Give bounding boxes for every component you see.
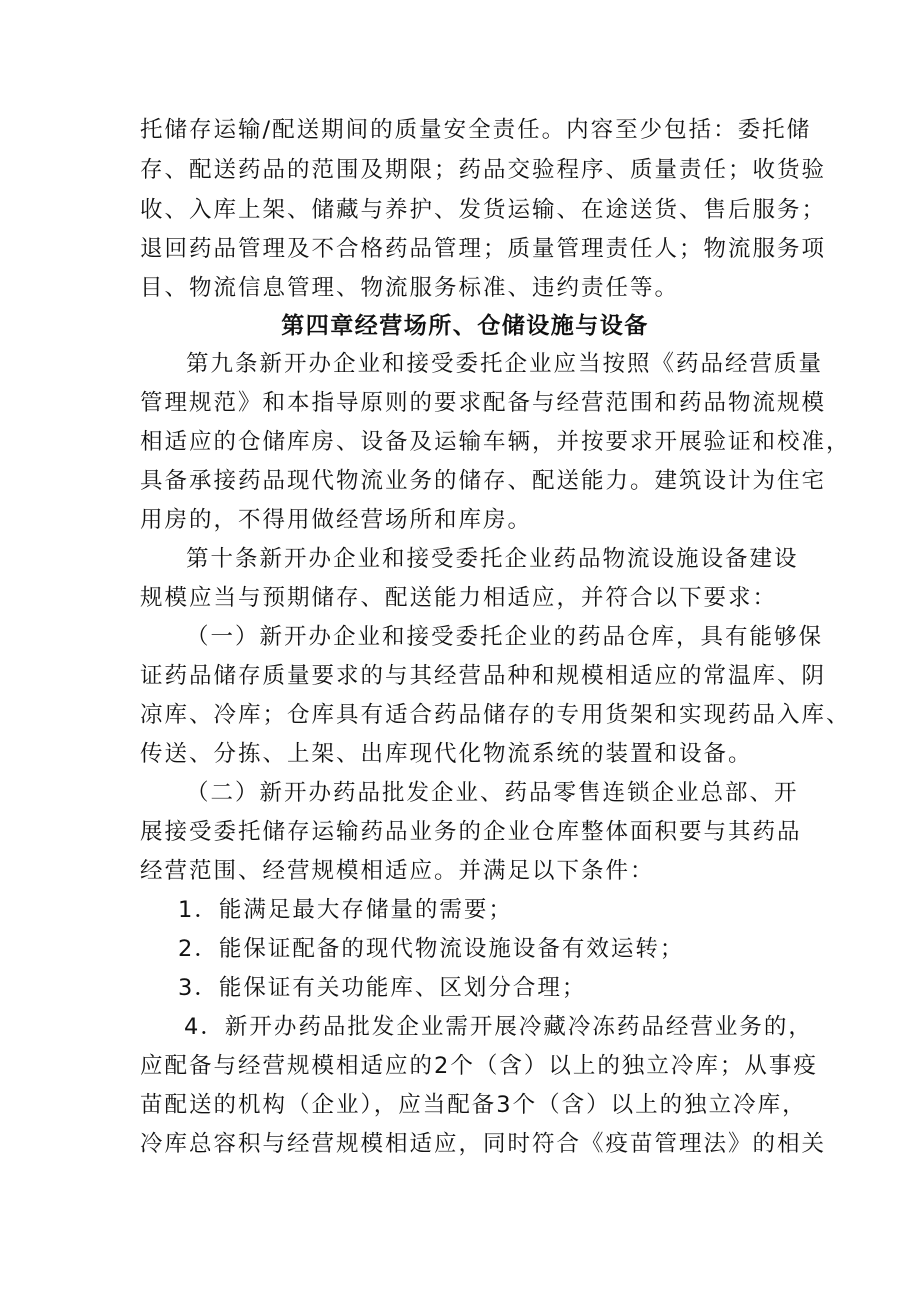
item-1-line: （一）新开办企业和接受委托企业的药品仓库，具有能够保 <box>186 624 824 650</box>
item-1-line: 传送、分拣、上架、出库现代化物流系统的装置和设备。 <box>140 741 753 767</box>
condition-4-line: 应配备与经营规模相适应的2个（含）以上的独立冷库；从事疫 <box>140 1053 818 1079</box>
condition-item: 3．能保证有关功能库、区划分合理； <box>178 975 587 1001</box>
body-text-line: 存、配送药品的范围及期限；药品交验程序、质量责任；收货验 <box>140 157 827 183</box>
article-9-line: 具备承接药品现代物流业务的储存、配送能力。建筑设计为住宅 <box>140 468 827 494</box>
chapter-heading: 第四章经营场所、仓储设施与设备 <box>281 313 649 339</box>
condition-4-line: 4．新开办药品批发企业需开展冷藏冷冻药品经营业务的， <box>184 1014 813 1040</box>
condition-4-line: 苗配送的机构（企业），应当配备3个（含）以上的独立冷库， <box>140 1092 807 1118</box>
article-9-line: 第九条新开办企业和接受委托企业应当按照《药品经营质量 <box>186 351 824 377</box>
item-2-line: 经营范围、经营规模相适应。并满足以下条件： <box>140 858 655 884</box>
item-1-line: 凉库、冷库；仓库具有适合药品储存的专用货架和实现药品入库、 <box>140 702 851 728</box>
article-9-line: 用房的，不得用做经营场所和库房。 <box>140 507 533 533</box>
article-10-line: 第十条新开办企业和接受委托企业药品物流设施设备建设 <box>186 546 799 572</box>
article-10-line: 规模应当与预期储存、配送能力相适应，并符合以下要求： <box>140 585 778 611</box>
body-text-line: 收、入库上架、储藏与养护、发货运输、在途送货、售后服务； <box>140 197 827 223</box>
body-text-line: 退回药品管理及不合格药品管理；质量管理责任人；物流服务项 <box>140 236 827 262</box>
item-1-line: 证药品储存质量要求的与其经营品种和规模相适应的常温库、阴 <box>140 663 827 689</box>
body-text-line: 目、物流信息管理、物流服务标准、违约责任等。 <box>140 275 680 301</box>
article-9-line: 管理规范》和本指导原则的要求配备与经营范围和药品物流规模 <box>140 390 827 416</box>
item-2-line: 展接受委托储存运输药品业务的企业仓库整体面积要与其药品 <box>140 819 802 845</box>
condition-4-line: 冷库总容积与经营规模相适应，同时符合《疫苗管理法》的相关 <box>140 1131 827 1157</box>
condition-item: 1．能满足最大存储量的需要； <box>178 897 513 923</box>
item-2-line: （二）新开办药品批发企业、药品零售连锁企业总部、开 <box>186 780 799 806</box>
body-text-line: 托储存运输/配送期间的质量安全责任。内容至少包括：委托储 <box>140 117 812 143</box>
condition-item: 2．能保证配备的现代物流设施设备有效运转； <box>178 936 685 962</box>
article-9-line: 相适应的仓储库房、设备及运输车辆，并按要求开展验证和校准， <box>140 429 851 455</box>
